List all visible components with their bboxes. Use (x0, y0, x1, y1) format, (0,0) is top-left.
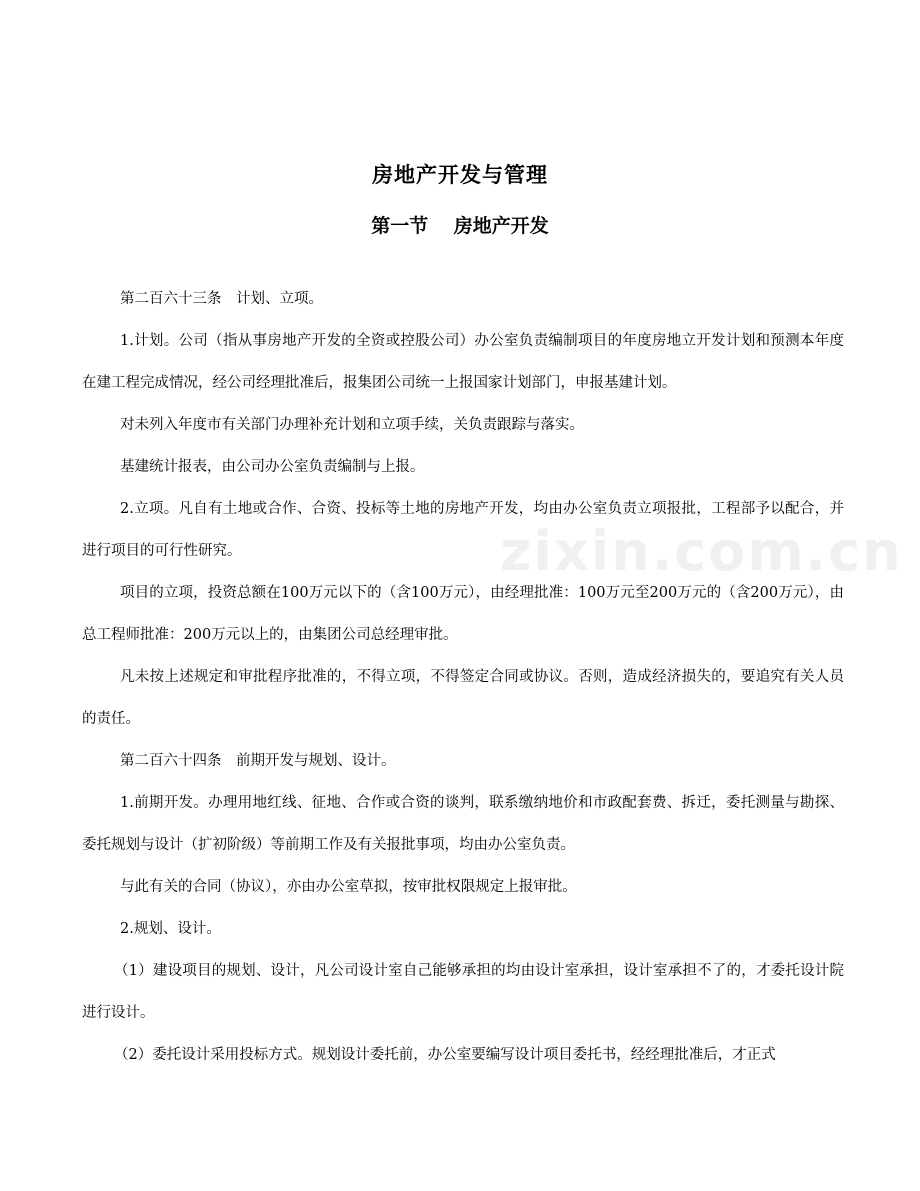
paragraph-supplement: 对未列入年度市有关部门办理补充计划和立项手续，关负责跟踪与落实。 (120, 417, 584, 433)
paragraph-plan: 1.计划。公司（指从事房地产开发的全资或控股公司）办公室负责编制项目的年度房地立开发计划和预测本年度在建工程完成情况，经公司经理批准后，报集团公司统一上报国家计划部门，申报基建计划。 (82, 333, 844, 391)
paragraph-approval: 2.立项。凡自有土地或合作、合资、投标等土地的房地产开发，均由办公室负责立项报批，工程部予以配合，并进行项目的可行性研究。 (82, 501, 844, 559)
article-heading-263: 第二百六十三条 计划、立项。 (120, 291, 323, 307)
paragraph-design-item-2: （2）委托设计采用投标方式。规划设计委托前，办公室要编写设计项目委托书，经经理批准后，才正式 (114, 1047, 776, 1063)
paragraph-statistics: 基建统计报表，由公司办公室负责编制与上报。 (120, 459, 425, 475)
document-title: 房地产开发与管理 (372, 163, 548, 187)
section-title: 第一节 房地产开发 (371, 215, 549, 237)
article-heading-264: 第二百六十四条 前期开发与规划、设计。 (120, 753, 396, 769)
paragraph-design-item-1: （1）建设项目的规划、设计，凡公司设计室自己能够承担的均由设计室承担，设计室承担不了的，才委托设计院进行设计。 (82, 963, 844, 1021)
document-body (82, 278, 844, 1076)
paragraph-contracts: 与此有关的合同（协议），亦由办公室草拟，按审批权限规定上报审批。 (120, 879, 577, 895)
watermark: zixin.com.cn (500, 520, 903, 583)
paragraph-planning-design: 2.规划、设计。 (120, 921, 221, 937)
paragraph-preliminary: 1.前期开发。办理用地红线、征地、合作或合资的谈判，联系缴纳地价和市政配套费、拆迁，委托测量与勘探、委托规划与设计（扩初阶级）等前期工作及有关报批事项，均由办公室负责。 (82, 795, 844, 853)
paragraph-liability: 凡未按上述规定和审批程序批准的，不得立项，不得签定合同或协议。否则，造成经济损失的，要追究有关人员的责任。 (82, 669, 844, 727)
paragraph-investment: 项目的立项，投资总额在100万元以下的（含100万元），由经理批准：100万元至200万元的（含200万元），由总工程师批准：200万元以上的，由集团公司总经理审批。 (82, 585, 844, 643)
